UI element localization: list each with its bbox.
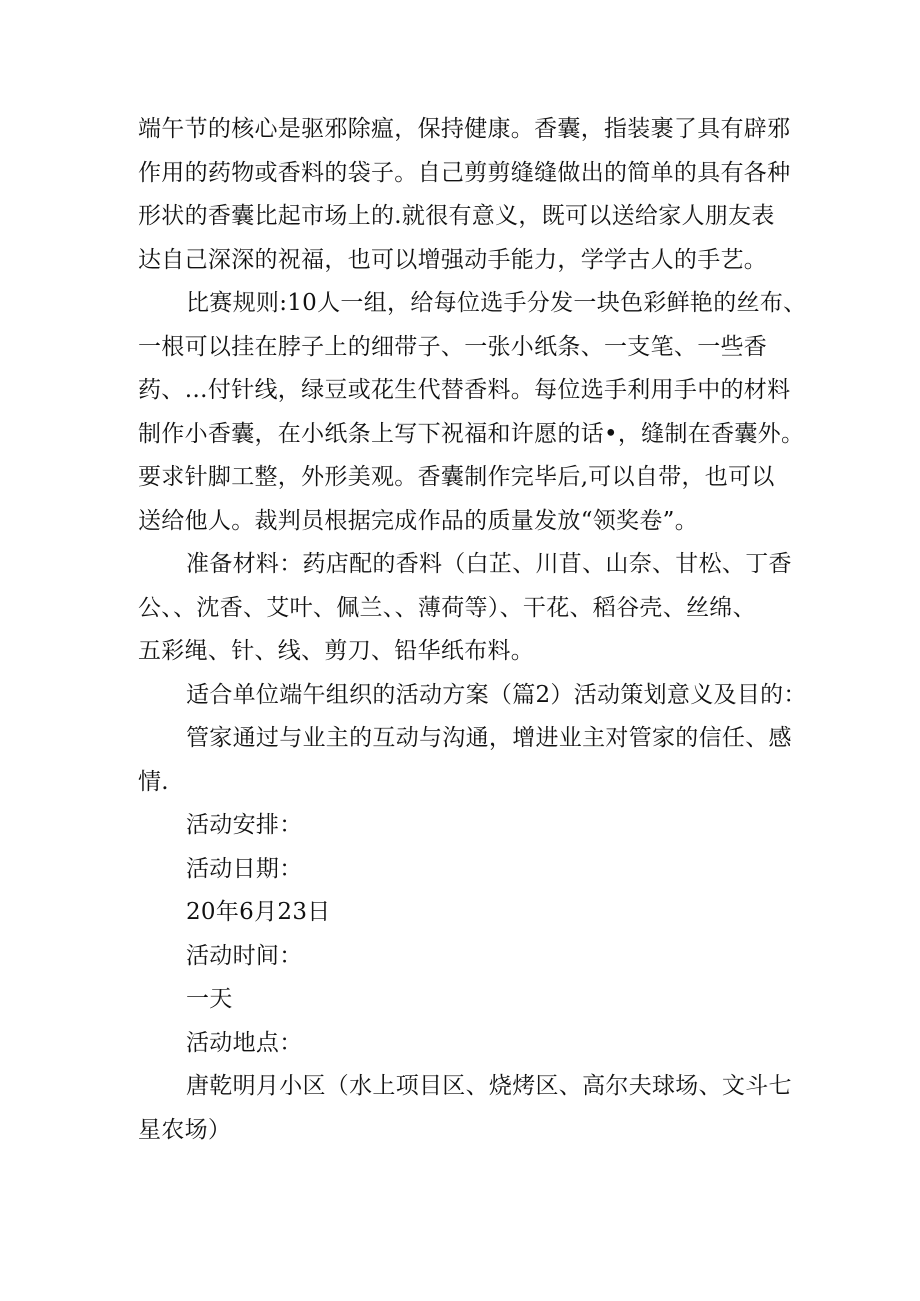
text-line: 比赛规则:10人一组，给每位选手分发一块色彩鲜艳的丝布、 [186,290,807,316]
text-line: 一天 [186,986,233,1012]
text-line: 准备材料：药店配的香料（白芷、川苜、山奈、甘松、丁香 [186,551,792,577]
text-line: 星农场） [138,1116,232,1143]
text-line: 活动时间： [186,942,303,969]
text-line: 送给他人。裁判员根据完成作品的质量发放“领奖卷”。 [138,507,699,534]
text-line: 达自己深深的祝福，也可以增强动手能力，学学古人的手艺。 [138,246,768,273]
text-line: 情. [138,768,169,795]
text-line: 管家通过与业主的互动与沟通，增进业主对管家的信任、感 [186,725,792,751]
text-line: 药、…付针线，绿豆或花生代替香料。每位选手利用手中的材料 [138,377,791,403]
text-line: 唐乾明月小区（水上项目区、烧烤区、高尔夫球场、文斗七 [186,1073,792,1099]
text-line: 五彩绳、针、线、剪刀、铅华纸布料。 [138,638,535,664]
text-line: 适合单位端午组织的活动方案（篇2）活动策划意义及目的： [186,681,807,708]
text-line: 形状的香囊比起市场上的.就很有意义，既可以送给家人朋友表 [138,203,775,229]
text-line: 活动地点： [186,1029,303,1056]
text-line: 公、、沈香、艾叶、佩兰、、薄荷等）、干花、稻谷壳、丝绵、 [138,594,756,621]
text-line: 制作小香囊，在小纸条上写下祝福和许愿的话•，缝制在香囊外。 [138,420,805,447]
text-line: 一根可以挂在脖子上的细带子、一张小纸条、一支笔、一些香 [138,333,768,360]
document-body [138,108,807,1152]
text-line: 活动日期： [186,855,303,882]
text-line: 要求针脚工整，外形美观。香囊制作完毕后,可以自带，也可以 [138,464,775,490]
text-line: 活动安排： [186,812,303,838]
text-line: 作用的药物或香料的袋子。自己剪剪缝缝做出的简单的具有各种 [138,159,791,186]
text-line: 20年6月23日 [186,899,331,925]
text-line: 端午节的核心是驱邪除瘟，保持健康。香囊，指装裹了具有辟邪 [138,116,791,142]
